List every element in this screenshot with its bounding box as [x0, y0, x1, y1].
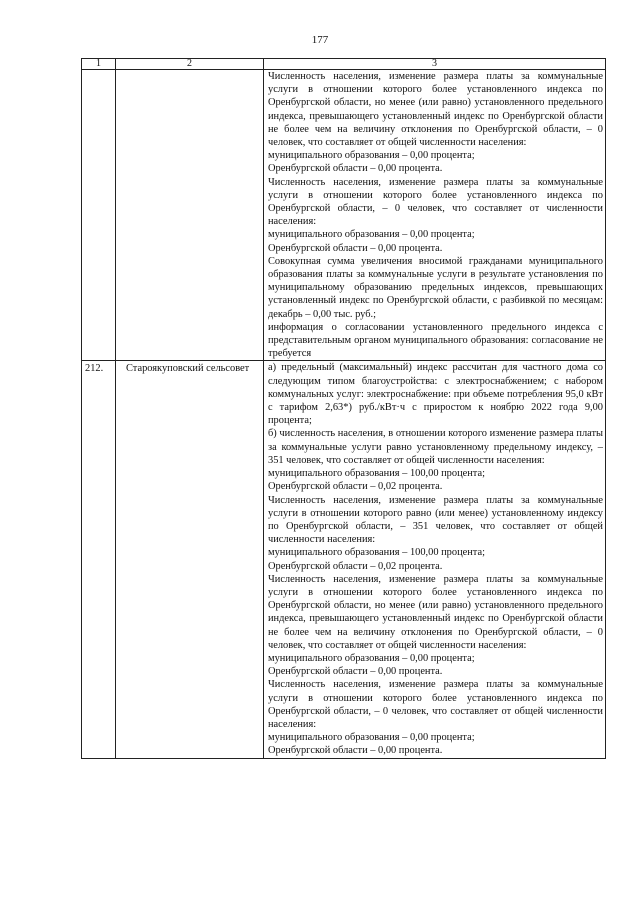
paragraph: а) предельный (максимальный) индекс рассчитан для частного дома со следующим типом благоустройства: с электроснабжением; с набором коммунальных услуг: электроснабжение: при объеме потребления 95,0 кВт с тарифом 2,63*) руб./кВт·ч с приростом к ноябрю 2022 года 9,00 процента; — [268, 362, 603, 427]
paragraph: муниципального образования – 0,00 процента; — [268, 732, 475, 744]
paragraph: Численность населения, изменение размера платы за коммунальные услуги в отношении которого более установленного индекса по Оренбургской области, но менее (или равно) установленного предельного индекса, превышающего установленный индекс по Оренбургской области не более чем на величину отклонения по Оренбургской области, – 0 человек, что составляет от общей численности населения: — [268, 573, 603, 651]
paragraph: Численность населения, изменение размера платы за коммунальные услуги в отношении которого равно (или менее) установленному индексу по Оренбургской области, – 351 человек, что составляет от общей численности населения: — [268, 494, 603, 546]
table-row — [82, 70, 606, 361]
paragraph: Численность населения, изменение размера платы за коммунальные услуги в отношении которого более установленного индекса по Оренбургской области, но менее (или равно) установленного предельного индекса, превышающего установленный индекс по Оренбургской области не более чем на величину отклонения по Оренбургской области, – 0 человек, что составляет от общей численности населения: — [268, 71, 603, 149]
paragraph: муниципального образования – 0,00 процента; — [268, 150, 475, 162]
paragraph: муниципального образования – 100,00 процента; — [268, 468, 485, 480]
header-col-3: 3 — [264, 59, 606, 70]
paragraph: Численность населения, изменение размера платы за коммунальные услуги в отношении которого более установленного индекса по Оренбургской области, – 0 человек, что составляет от общей численности населения: — [268, 679, 603, 730]
row-number: 212. — [82, 361, 116, 758]
municipality-name: Староякуповский сельсовет — [116, 361, 264, 758]
paragraph: Оренбургской области – 0,00 процента. — [268, 745, 443, 757]
row-description — [264, 361, 606, 758]
table-row — [82, 361, 606, 758]
paragraph: муниципального образования – 0,00 процента; — [268, 229, 475, 241]
paragraph: Численность населения, изменение размера платы за коммунальные услуги в отношении которого более установленного индекса по Оренбургской области, – 0 человек, что составляет от численности населения: — [268, 176, 603, 228]
header-col-2: 2 — [116, 59, 264, 70]
page-number: 177 — [311, 34, 329, 46]
header-col-1: 1 — [82, 59, 116, 70]
paragraph: муниципального образования – 100,00 процента; — [268, 547, 485, 559]
paragraph: информация о согласовании установленного предельного индекса с представительным органом муниципального образования: согласование не требуется — [268, 321, 603, 360]
paragraph: Совокупная сумма увеличения вносимой гражданами муниципального образования платы за коммунальные услуги в результате установления по муниципальному образованию предельных индексов, превышающих установленный индекс по Оренбургской области, с разбивкой по месяцам: декабрь – 0,00 тыс. руб.; — [268, 255, 603, 320]
paragraph: Оренбургской области – 0,00 процента. — [268, 163, 443, 175]
paragraph: Оренбургской области – 0,00 процента. — [268, 666, 443, 678]
paragraph: б) численность населения, в отношении которого изменение размера платы за коммунальные услуги равно установленному предельному индексу, – 351 человек, что составляет от общей численности населения: — [268, 428, 603, 466]
paragraph: муниципального образования – 0,00 процента; — [268, 652, 475, 664]
index-table — [81, 58, 606, 759]
municipality-name — [116, 70, 264, 361]
row-number — [82, 70, 116, 361]
paragraph: Оренбургской области – 0,00 процента. — [268, 242, 443, 254]
table-header-row — [82, 59, 606, 70]
row-description — [264, 70, 606, 361]
paragraph: Оренбургской области – 0,02 процента. — [268, 481, 443, 493]
paragraph: Оренбургской области – 0,02 процента. — [268, 560, 443, 572]
